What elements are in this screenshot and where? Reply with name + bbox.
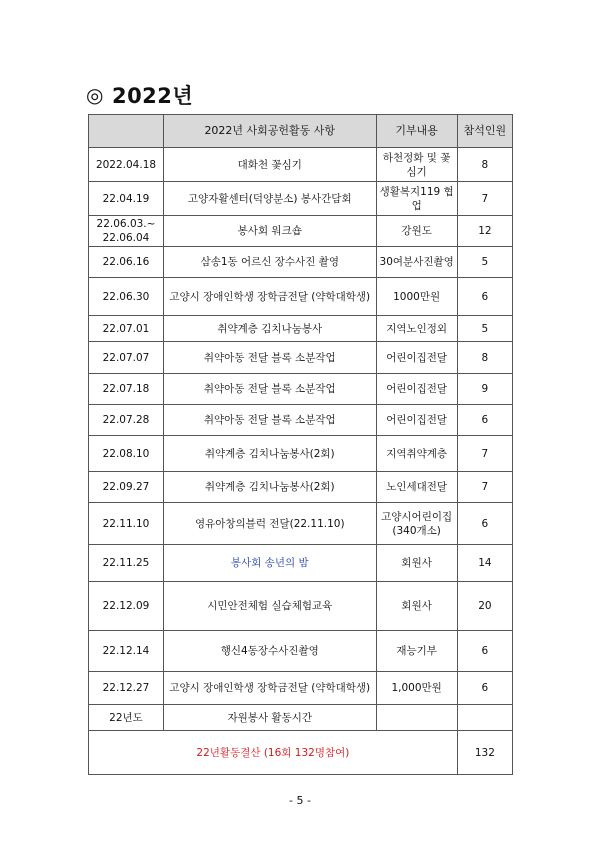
table-row — [89, 545, 513, 582]
cell-donation: 1,000만원 — [376, 672, 457, 705]
cell-date: 22.06.03.~ 22.06.04 — [89, 216, 164, 247]
cell-date: 22.04.19 — [89, 182, 164, 216]
cell-date: 22.07.28 — [89, 405, 164, 436]
cell-attendees — [457, 705, 512, 731]
cell-date: 22.09.27 — [89, 472, 164, 503]
cell-activity: 고양시 장애인학생 장학금전달 (약학대학생) — [164, 278, 377, 316]
cell-donation: 어린이집전달 — [376, 342, 457, 374]
cell-activity: 취약아동 전달 블록 소분작업 — [164, 342, 377, 374]
table-row — [89, 278, 513, 316]
cell-attendees: 6 — [457, 631, 512, 672]
table-row — [89, 472, 513, 503]
cell-activity: 취약아동 전달 블록 소분작업 — [164, 405, 377, 436]
cell-activity: 고양시 장애인학생 장학금전달 (약학대학생) — [164, 672, 377, 705]
cell-date: 22.06.30 — [89, 278, 164, 316]
cell-activity: 삼송1동 어르신 장수사진 촬영 — [164, 247, 377, 278]
cell-date: 22.07.01 — [89, 316, 164, 342]
table-header-row — [89, 115, 513, 148]
cell-attendees: 8 — [457, 148, 512, 182]
cell-attendees: 6 — [457, 503, 512, 545]
table-row — [89, 631, 513, 672]
cell-attendees: 6 — [457, 278, 512, 316]
table-row — [89, 405, 513, 436]
cell-donation: 지역취약계층 — [376, 436, 457, 472]
cell-donation: 어린이집전달 — [376, 405, 457, 436]
cell-date: 22.12.27 — [89, 672, 164, 705]
table-row — [89, 247, 513, 278]
cell-donation — [376, 705, 457, 731]
table-row — [89, 316, 513, 342]
double-circle-icon: ◎ — [86, 83, 104, 107]
cell-donation: 회원사 — [376, 545, 457, 582]
cell-activity: 봉사회 워크숍 — [164, 216, 377, 247]
summary-label: 22년활동결산 (16회 132명참여) — [89, 731, 458, 775]
cell-activity: 대화천 꽃심기 — [164, 148, 377, 182]
table-row — [89, 342, 513, 374]
cell-activity: 취약계층 김치나눔봉사(2회) — [164, 472, 377, 503]
cell-date: 22.11.10 — [89, 503, 164, 545]
cell-attendees: 9 — [457, 374, 512, 405]
cell-date: 22.07.07 — [89, 342, 164, 374]
header-donation: 기부내용 — [376, 115, 457, 148]
cell-donation: 고양시어린이집(340개소) — [376, 503, 457, 545]
header-attendees: 참석인원 — [457, 115, 512, 148]
cell-attendees: 7 — [457, 436, 512, 472]
summary-row — [89, 731, 513, 775]
cell-date: 22.08.10 — [89, 436, 164, 472]
cell-attendees: 7 — [457, 472, 512, 503]
cell-donation: 하천정화 및 꽃심기 — [376, 148, 457, 182]
cell-donation: 30여분사진촬영 — [376, 247, 457, 278]
cell-date: 22.12.14 — [89, 631, 164, 672]
cell-attendees: 6 — [457, 405, 512, 436]
cell-donation: 1000만원 — [376, 278, 457, 316]
cell-activity: 자원봉사 활동시간 — [164, 705, 377, 731]
cell-donation: 어린이집전달 — [376, 374, 457, 405]
cell-donation: 생활복지119 협업 — [376, 182, 457, 216]
table-row — [89, 148, 513, 182]
cell-activity: 고양자활센터(덕양분소) 봉사간담회 — [164, 182, 377, 216]
cell-activity: 취약아동 전달 블록 소분작업 — [164, 374, 377, 405]
table-row — [89, 216, 513, 247]
cell-activity: 행신4동장수사진촬영 — [164, 631, 377, 672]
table-row — [89, 582, 513, 631]
cell-attendees: 6 — [457, 672, 512, 705]
table-row — [89, 182, 513, 216]
cell-date: 22.07.18 — [89, 374, 164, 405]
cell-date: 22.06.16 — [89, 247, 164, 278]
cell-donation: 강원도 — [376, 216, 457, 247]
cell-date: 2022.04.18 — [89, 148, 164, 182]
cell-date: 22년도 — [89, 705, 164, 731]
cell-attendees: 8 — [457, 342, 512, 374]
header-date — [89, 115, 164, 148]
table-row — [89, 374, 513, 405]
cell-activity: 취약계층 김치나눔봉사(2회) — [164, 436, 377, 472]
header-activity: 2022년 사회공헌활동 사항 — [164, 115, 377, 148]
cell-donation: 회원사 — [376, 582, 457, 631]
cell-attendees: 12 — [457, 216, 512, 247]
table-row — [89, 705, 513, 731]
cell-donation: 재능기부 — [376, 631, 457, 672]
table-row — [89, 436, 513, 472]
cell-activity: 취약계층 김치나눔봉사 — [164, 316, 377, 342]
page-number: - 5 - — [289, 794, 311, 807]
section-title: 2022년 — [111, 84, 194, 108]
table-row — [89, 672, 513, 705]
cell-donation: 노인세대전달 — [376, 472, 457, 503]
cell-attendees: 7 — [457, 182, 512, 216]
cell-date: 22.11.25 — [89, 545, 164, 582]
activity-table — [88, 114, 513, 775]
section-heading — [86, 80, 193, 110]
cell-activity: 영유아창의블럭 전달(22.11.10) — [164, 503, 377, 545]
cell-attendees: 14 — [457, 545, 512, 582]
cell-activity: 시민안전체험 실습체험교육 — [164, 582, 377, 631]
table-row — [89, 503, 513, 545]
cell-attendees: 5 — [457, 247, 512, 278]
cell-date: 22.12.09 — [89, 582, 164, 631]
cell-attendees: 5 — [457, 316, 512, 342]
cell-attendees: 20 — [457, 582, 512, 631]
summary-total: 132 — [457, 731, 512, 775]
cell-donation: 지역노인정외 — [376, 316, 457, 342]
cell-activity: 봉사회 송년의 밤 — [164, 545, 377, 582]
